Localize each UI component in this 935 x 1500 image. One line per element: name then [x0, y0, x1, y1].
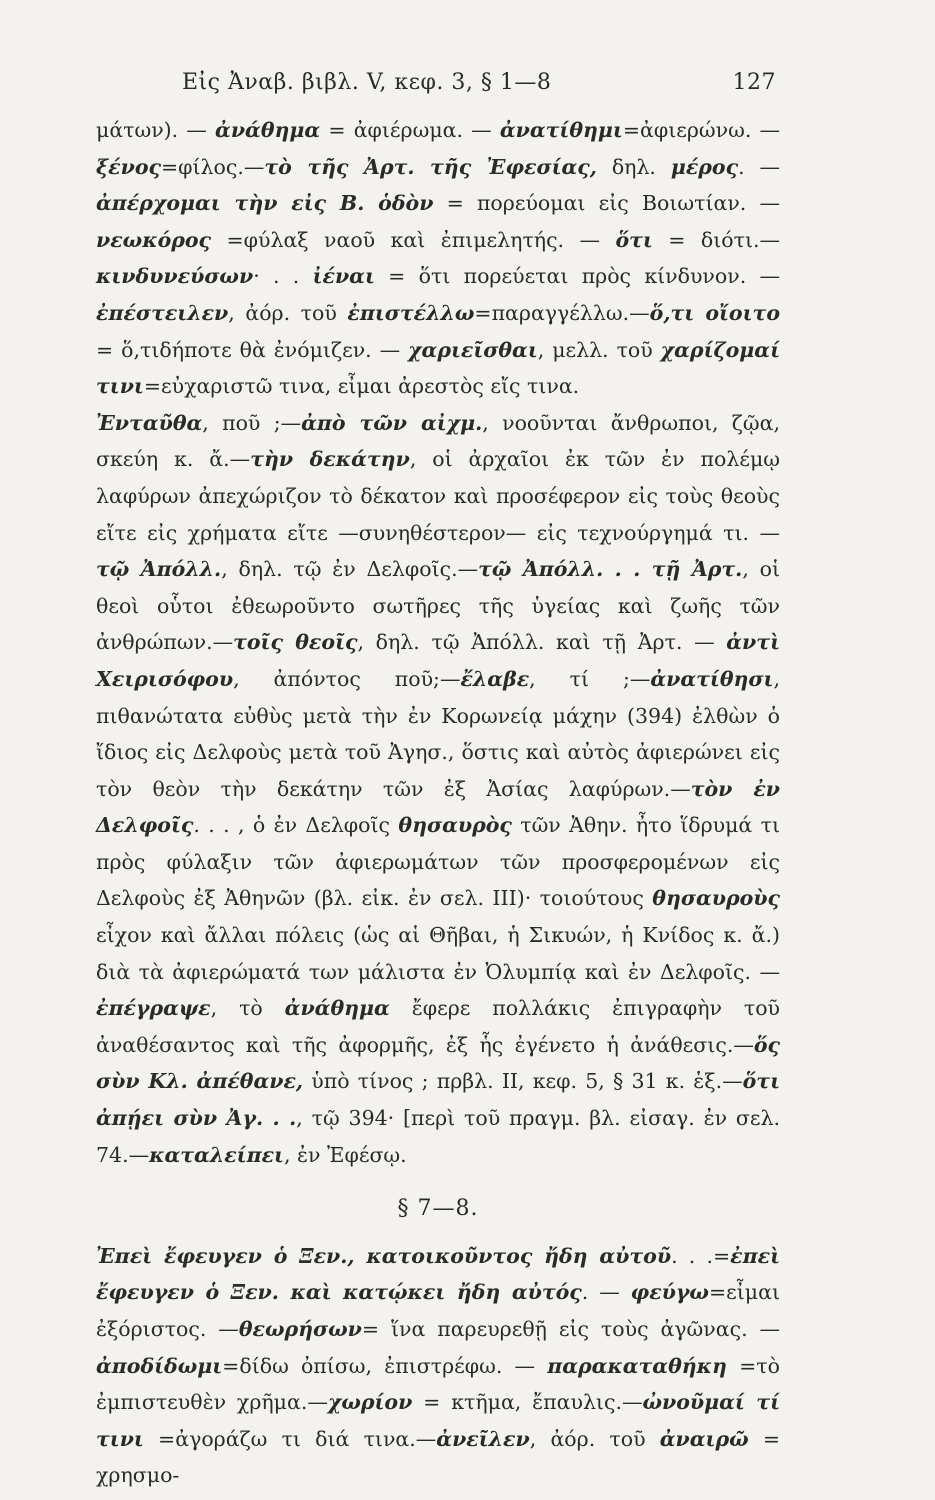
lemma: τῷ Ἀπόλλ. [96, 557, 222, 582]
gloss-text: , δηλ. τῷ Ἀπόλλ. καὶ τῇ Ἀρτ. — [357, 630, 727, 655]
gloss-text: . . .= [671, 1243, 731, 1268]
lemma: κινδυνεύσων [96, 264, 254, 289]
lemma: ἐπεὶ ἔφευγεν ὁ Ξεν. καὶ κατῴκει ἤδη αὐτός [96, 1243, 780, 1305]
lemma: ἀνεῖλεν [436, 1426, 530, 1451]
gloss-text: μάτων). — [96, 118, 216, 142]
gloss-text: , μελλ. τοῦ [537, 337, 661, 362]
lemma: νεωκόρος [96, 227, 212, 252]
gloss-text: δηλ. [596, 154, 671, 179]
lemma: ὅς σὺν Κλ. ἀπέθανε, [96, 1032, 780, 1094]
lemma: ὅ,τι οἴοιτο [649, 300, 780, 325]
lemma: παρακαταθήκη [547, 1353, 727, 1378]
lemma: μέρος [670, 154, 739, 179]
lemma: ὠνοῦμαί τί τινι [96, 1390, 780, 1451]
gloss-text: τῶν Ἀθην. ἦτο ἵδρυμά τι πρὸς φύλαξιν τῶν ἀφιερωμάτων τῶν προσφερομένων εἰς Δελφοὺς ἐξ Ἀθηνῶν (βλ. εἰκ. ἐν σελ. III)· τοιούτους [96, 813, 780, 911]
commentary-text [96, 112, 780, 1494]
gloss-text: = ὅ,τιδήποτε θὰ ἐνόμιζεν. — [96, 337, 409, 362]
gloss-text: , ἀπόντος ποῦ;— [233, 666, 461, 691]
page-header [96, 70, 776, 106]
gloss-text: , τὸ [210, 996, 285, 1021]
lemma: ἀνατίθημι [499, 118, 623, 142]
lemma: ἐπιστέλλω [347, 300, 475, 325]
lemma: ἀνάθημα [284, 996, 390, 1021]
gloss-text: =παραγγέλλω.— [474, 300, 650, 325]
lemma: ὅτι ἀπῄει σὺν Ἀγ. . . [96, 1069, 780, 1131]
lemma: χαριεῖσθαι [408, 337, 538, 362]
lemma: φεύγω [630, 1280, 709, 1305]
gloss-text: , τῷ 394· [περὶ τοῦ πραγμ. βλ. εἰσαγ. ἐν σελ. 74.— [96, 1106, 780, 1167]
lemma: τὴν δεκάτην [250, 447, 410, 472]
gloss-text: = πορεύομαι εἰς Βοιωτίαν. — [433, 191, 780, 216]
lemma: καταλείπει [149, 1142, 284, 1167]
lemma: χωρίον [327, 1390, 413, 1415]
gloss-text: = ὅτι πορεύεται πρὸς κίνδυνον. — [374, 264, 780, 289]
paragraph [96, 405, 780, 1173]
gloss-text: = χρησμο- [96, 1426, 780, 1488]
paragraph [96, 1238, 780, 1494]
lemma: θεωρήσων [238, 1317, 362, 1341]
gloss-text: , ἀόρ. τοῦ [228, 300, 348, 325]
lemma: ἔλαβε [460, 666, 530, 691]
gloss-text: =φύλαξ ναοῦ καὶ ἐπιμελητής. — [211, 227, 616, 252]
lemma: θησαυροὺς [652, 886, 780, 911]
gloss-text: =δίδω ὀπίσω, ἐπιστρέφω. — [222, 1353, 548, 1378]
gloss-text: = ἵνα παρευρεθῇ εἰς τοὺς ἀγῶνας. — [361, 1317, 780, 1341]
lemma: χαρίζομαί τινι [96, 337, 780, 399]
page-number: 127 [732, 70, 776, 95]
lemma: ἀπὸ τῶν αἰχμ. [301, 410, 483, 435]
gloss-text: , ἐν Ἐφέσῳ. [283, 1142, 407, 1167]
lemma: τοῖς θεοῖς [233, 630, 358, 655]
gloss-text: , οἱ ἀρχαῖοι ἐκ τῶν ἐν πολέμῳ λαφύρων ἀπεχώριζον τὸ δέκατον καὶ προσέφερον εἰς τοὺς θεοὺς εἴτε εἰς χρήματα εἴτε —συνηθέστερον— εἰς τεχνούργημά τι. — [96, 447, 780, 545]
running-head: Εἰς Ἀναβ. βιβλ. V, κεφ. 3, § 1—8 [182, 70, 552, 95]
gloss-text: . . . , ὁ ἐν Δελφοῖς [193, 813, 399, 838]
lemma: τὸν ἐν Δελφοῖς [96, 776, 781, 838]
lemma: ἀναιρῶ [659, 1426, 749, 1451]
lemma: ἀπέρχομαι τὴν εἰς Β. ὁδὸν [96, 191, 434, 216]
gloss-text: · . . [253, 264, 313, 289]
lemma: ἀνατίθησι [650, 666, 774, 691]
gloss-text: = ἀφιέρωμα. — [320, 118, 500, 142]
lemma: ἐπέγραψε [96, 996, 211, 1021]
section-heading: § 7—8. [397, 1196, 479, 1222]
gloss-text: =εἶμαι ἐξόριστος. — [96, 1280, 780, 1341]
gloss-text: , πιθανώτατα εὐθὺς μετὰ τὴν ἐν Κορωνείᾳ μάχην (394) ἐλθὼν ὁ ἴδιος εἰς Δελφοὺς μετὰ τοῦ Ἀγησ., ὅστις καὶ αὐτὸς ἀφιερώνει εἰς τὸν θεὸν τὴν δεκάτην τῶν ἐξ Ἀσίας λαφύρων.— [96, 666, 780, 801]
gloss-text: . — [738, 154, 780, 179]
lemma: τῷ Ἀπόλλ. . . τῇ Ἀρτ. [478, 557, 743, 582]
gloss-text: =ἀφιερώνω. — [622, 118, 781, 142]
gloss-text: =ἀγοράζω τι διά τινα.— [143, 1426, 437, 1451]
gloss-text: , οἱ θεοὶ οὗτοι ἐθεωροῦντο σωτῆρες τῆς ὑγείας καὶ ζωῆς τῶν ἀνθρώπων.— [96, 557, 780, 655]
lemma: ἐπέστειλεν [96, 300, 229, 325]
gloss-text: , δηλ. τῷ ἐν Δελφοῖς.— [221, 557, 479, 582]
lemma: τὸ τῆς Ἀρτ. τῆς Ἐφεσίας, [264, 154, 597, 179]
lemma: ἰέναι [312, 264, 375, 289]
gloss-text: =εὐχαριστῶ τινα, εἶμαι ἀρεστὸς εἴς τινα. [143, 374, 580, 399]
lemma: ὅτι [615, 227, 653, 252]
lemma: ἀντὶ Χειρισόφου [96, 630, 780, 691]
gloss-text: , ἀόρ. τοῦ [529, 1426, 660, 1451]
lemma: ἀποδίδωμι [96, 1353, 223, 1378]
lemma: Ἐνταῦθα [96, 410, 203, 435]
gloss-text: . — [581, 1280, 631, 1305]
gloss-text: =τὸ ἐμπιστευθὲν χρῆμα.— [96, 1353, 780, 1415]
gloss-text: εἶχον καὶ ἄλλαι πόλεις (ὡς αἱ Θῆβαι, ἡ Σικυών, ἡ Κνίδος κ. ἄ.) διὰ τὰ ἀφιερώματά των μάλιστα ἐν Ὀλυμπίᾳ καὶ ἐν Δελφοῖς. — [96, 923, 780, 984]
gloss-text: ἔφερε πολλάκις ἐπιγραφὴν τοῦ ἀναθέσαντος καὶ τῆς ἀφορμῆς, ἐξ ἧς ἐγένετο ἡ ἀνάθεσις.— [96, 996, 780, 1057]
gloss-text: , τί ;— [529, 666, 651, 691]
lemma: ἀνάθημα [215, 118, 321, 142]
paragraph [96, 112, 780, 405]
gloss-text: , νοοῦνται ἄνθρωποι, ζῷα, σκεύη κ. ἄ.— [96, 410, 780, 472]
gloss-text: = κτῆμα, ἔπαυλις.— [412, 1390, 643, 1415]
gloss-text: =φίλος.— [160, 154, 265, 179]
gloss-text: , ποῦ ;— [202, 410, 302, 435]
lemma: ξένος [96, 154, 161, 179]
gloss-text: = διότι.— [652, 227, 781, 252]
gloss-text: ὑπὸ τίνος ; πρβλ. II, κεφ. 5, § 31 κ. ἑξ.— [303, 1069, 743, 1094]
lemma: Ἐπεὶ ἔφευγεν ὁ Ξεν., κατοικοῦντος ἤδη αὐτοῦ [96, 1243, 672, 1268]
lemma: θησαυρὸς [398, 813, 512, 838]
